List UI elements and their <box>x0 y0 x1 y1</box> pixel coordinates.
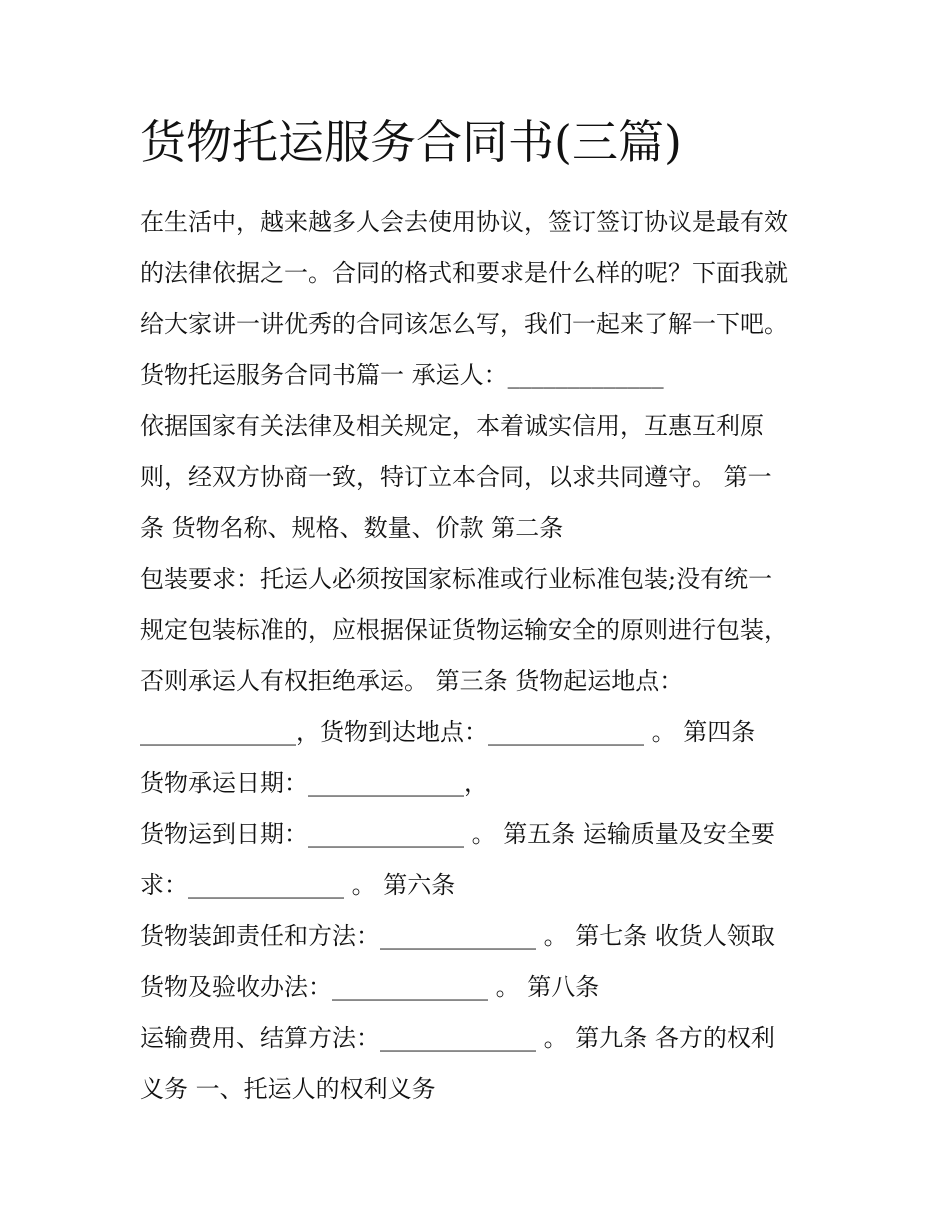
body-line-17: 运输费用、结算方法：_____________ 。 第九条 各方的权利 <box>140 1024 775 1052</box>
body-line-11: _____________，货物到达地点：_____________ 。 第四条 <box>140 718 756 746</box>
body-line-1: 在生活中，越来越多人会去使用协议，签订签订协议是最有效 <box>140 208 788 236</box>
body-line-3: 给大家讲一讲优秀的合同该怎么写，我们一起来了解一下吧。 <box>140 310 788 338</box>
body-line-5: 依据国家有关法律及相关规定，本着诚实信用，互惠互利原 <box>140 412 764 440</box>
body-line-8: 包装要求：托运人必须按国家标准或行业标准包装;没有统一 <box>140 565 773 593</box>
body-line-14: 求：_____________ 。 第六条 <box>140 871 456 899</box>
body-line-15: 货物装卸责任和方法：_____________ 。 第七条 收货人领取 <box>140 922 775 950</box>
document-title: 货物托运服务合同书(三篇) <box>140 115 682 169</box>
body-line-16: 货物及验收办法：_____________ 。 第八条 <box>140 973 600 1001</box>
body-line-9: 规定包装标准的，应根据保证货物运输安全的原则进行包装， <box>140 616 788 644</box>
body-line-18: 义务 一、托运人的权利义务 <box>140 1075 436 1103</box>
body-line-6: 则，经双方协商一致，特订立本合同，以求共同遵守。 第一 <box>140 463 772 491</box>
body-line-2: 的法律依据之一。合同的格式和要求是什么样的呢？下面我就 <box>140 259 788 287</box>
body-line-12: 货物承运日期：_____________， <box>140 769 488 797</box>
body-line-10: 否则承运人有权拒绝承运。 第三条 货物起运地点： <box>140 667 684 695</box>
body-line-7: 条 货物名称、规格、数量、价款 第二条 <box>140 514 564 542</box>
body-line-13: 货物运到日期：_____________ 。 第五条 运输质量及安全要 <box>140 820 775 848</box>
body-line-4: 货物托运服务合同书篇一 承运人：_____________ <box>140 361 664 389</box>
